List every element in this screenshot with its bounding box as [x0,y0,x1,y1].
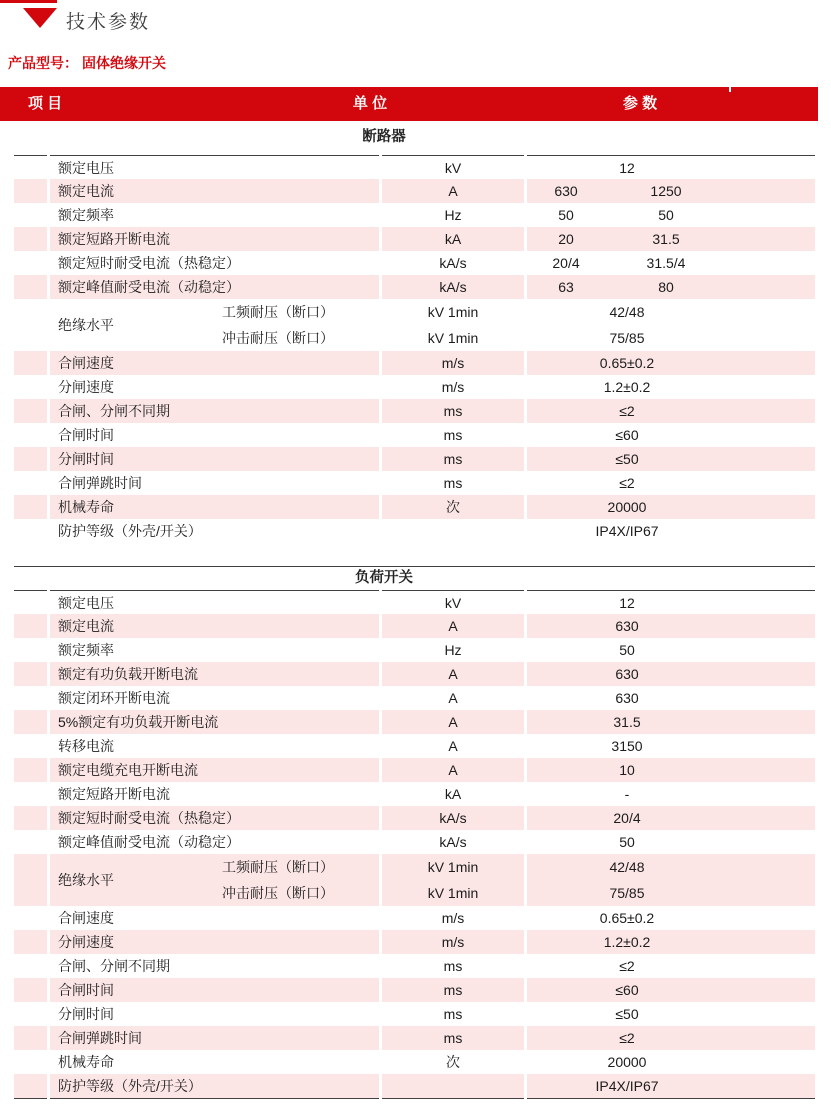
table-row [14,375,815,399]
param-value: 42/48 [609,304,645,320]
table-row [14,1002,815,1026]
item-label: 额定短路开断电流 [50,227,379,251]
param-values [527,275,815,299]
param-value: 50 [619,642,635,658]
item-label: 合闸时间 [58,427,114,443]
param-values [527,251,815,275]
param-wrap [527,930,727,954]
param-values [527,662,815,686]
unit-value: A [382,179,524,203]
table-row [14,954,815,978]
param-wrap [527,758,727,782]
param-values [527,227,815,251]
param-wrap [527,519,727,543]
table-row [14,1074,815,1098]
section-header-row [14,566,815,590]
param-wrap [527,375,727,399]
param-wrap [527,471,727,495]
item-label: 防护等级（外壳/开关） [50,1074,379,1099]
unit-value: kA/s [382,806,524,830]
row-spacer-cell [14,1074,47,1099]
row-spacer-cell [14,734,47,758]
param-wrap [527,614,727,638]
param-values [527,1050,815,1074]
unit-value: m/s [382,351,524,375]
row-spacer-cell [14,155,47,180]
param-value: 10 [619,762,635,778]
table-row [14,758,815,782]
row-spacer-cell [14,614,47,638]
row-spacer-cell [14,375,47,399]
sub-item-label: 冲击耐压（断口） [222,330,334,346]
param-wrap [527,1050,727,1074]
param-value: 75/85 [609,330,645,346]
param-value: 3150 [611,738,643,754]
param-values [527,806,815,830]
unit-value: ms [443,1006,463,1022]
unit-value [382,519,524,543]
item-label: 合闸、分闸不同期 [58,958,170,974]
item-label-group [50,854,379,906]
row-spacer-cell [14,1050,47,1074]
param-wrap [527,299,727,351]
param-values [527,590,815,615]
param-wrap [527,179,727,203]
param-values [527,351,815,375]
param-values [527,978,815,1002]
table-row [14,179,815,203]
table-row [14,495,815,519]
item-label: 合闸速度 [58,910,114,926]
table-row [14,399,815,423]
param-values [527,638,815,662]
unit-value: A [382,710,524,734]
item-label: 分闸速度 [50,930,379,954]
param-value: 50 [658,207,674,223]
param-values [527,614,815,638]
param-values [527,423,815,447]
row-spacer-cell [14,806,47,830]
sub-item-label: 冲击耐压（断口） [222,885,334,901]
param-value: 630 [554,183,578,199]
unit-value: kV [382,590,524,615]
table-row [14,710,815,734]
table-row [14,299,815,351]
item-label: 合闸时间 [50,978,379,1002]
sub-item-labels [222,299,334,351]
param-value: - [624,786,630,802]
table-row [14,351,815,375]
param-wrap [527,710,727,734]
item-label: 额定电流 [50,614,379,638]
item-label: 额定闭环开断电流 [58,690,170,706]
unit-value: m/s [441,379,465,395]
param-values [527,179,815,203]
row-spacer-cell [14,179,47,203]
param-values [527,1074,815,1099]
table-row [14,471,815,495]
table-row [14,1050,815,1074]
unit-value: ms [443,475,463,491]
table-row [14,1026,815,1050]
unit-value: kV [382,155,524,180]
row-spacer-cell [14,351,47,375]
table-row [14,227,815,251]
page-title: 技术参数 [66,12,151,33]
table-row [14,203,815,227]
param-values [527,954,815,978]
unit-value: kV 1min [427,330,479,346]
param-value: 80 [658,279,674,295]
table-row [14,251,815,275]
row-spacer-cell [14,275,47,299]
table-row [14,275,815,299]
item-label: 额定电缆充电开断电流 [50,758,379,782]
param-value: 0.65±0.2 [599,910,655,926]
header-item-column-label: 项 目 [28,95,63,112]
param-value: 20 [558,231,574,247]
row-spacer-cell [14,590,47,615]
header-unit-column-label: 单 位 [352,95,388,112]
param-wrap [527,734,727,758]
item-label: 合闸弹跳时间 [50,1026,379,1050]
product-model-label: 产品型号： [8,55,78,71]
param-wrap [527,830,727,854]
item-label: 额定电压 [50,155,379,180]
unit-value: kV 1min [427,304,479,320]
table-row [14,782,815,806]
param-wrap [527,227,727,251]
product-model-value: 固体绝缘开关 [82,55,166,71]
unit-value [382,1074,524,1099]
row-spacer-cell [14,930,47,954]
param-value: ≤50 [615,451,639,467]
item-label: 分闸速度 [58,379,114,395]
param-values [527,519,815,543]
product-model-line [8,53,166,73]
param-value: ≤50 [615,1006,639,1022]
param-wrap [527,782,727,806]
row-spacer-cell [14,686,47,710]
param-wrap [527,399,727,423]
param-value: 630 [615,666,639,682]
unit-values [382,854,524,906]
unit-value: ms [382,1026,524,1050]
table-row [14,734,815,758]
item-label: 分闸时间 [50,447,379,471]
unit-value: 次 [446,1054,460,1070]
spec-tables [14,121,815,1098]
item-label: 机械寿命 [58,1054,114,1070]
param-values [527,471,815,495]
param-value: 630 [615,690,639,706]
param-value: 12 [619,160,635,176]
param-value: 20000 [607,1054,647,1070]
row-spacer-cell [14,399,47,423]
table-row [14,638,815,662]
item-label: 额定峰值耐受电流（动稳定） [58,834,240,850]
item-label: 5%额定有功负载开断电流 [50,710,379,734]
param-value: ≤60 [615,982,639,998]
table-row [14,614,815,638]
param-wrap [527,954,727,978]
item-label: 额定短路开断电流 [58,786,170,802]
row-spacer-cell [14,906,47,930]
row-spacer-cell [14,1002,47,1026]
param-value: 50 [558,207,574,223]
row-spacer-cell [14,447,47,471]
param-values [527,930,815,954]
item-label: 合闸速度 [50,351,379,375]
unit-value: ms [443,958,463,974]
param-wrap [527,1002,727,1026]
table-row [14,906,815,930]
item-label: 额定电流 [50,179,379,203]
param-values [527,710,815,734]
unit-value: A [382,758,524,782]
row-spacer-cell [14,854,47,906]
param-value: ≤2 [619,403,635,419]
param-wrap [527,447,727,471]
item-label: 额定短时耐受电流（热稳定） [58,255,240,271]
param-values [527,447,815,471]
param-value: 75/85 [609,885,645,901]
param-wrap [527,351,727,375]
param-values [527,686,815,710]
item-label: 转移电流 [58,738,114,754]
section-title: 断路器 [362,129,406,145]
param-values [527,203,815,227]
unit-value: kV 1min [427,885,479,901]
item-label: 机械寿命 [50,495,379,519]
section-title: 负荷开关 [355,570,413,586]
row-spacer-cell [14,1026,47,1050]
row-spacer-cell [14,519,47,543]
param-value: 63 [558,279,574,295]
item-label: 额定峰值耐受电流（动稳定） [50,275,379,299]
row-spacer-cell [14,954,47,978]
param-value: 20/4 [552,255,580,271]
param-value: IP4X/IP67 [595,1078,659,1094]
header-param-column-label: 参 数 [622,95,658,112]
param-values [527,906,815,930]
unit-value: A [448,690,458,706]
param-value: 31.5 [613,714,641,730]
unit-value: A [382,662,524,686]
param-values [527,495,815,519]
param-wrap [527,978,727,1002]
row-spacer-cell [14,251,47,275]
item-label: 额定电压 [50,590,379,615]
row-spacer-cell [14,203,47,227]
item-label: 防护等级（外壳/开关） [58,523,202,539]
section-header-row [14,121,815,155]
param-values [527,782,815,806]
sub-item-label: 工频耐压（断口） [222,859,334,875]
row-spacer-cell [14,758,47,782]
unit-value: kV 1min [427,859,479,875]
param-wrap [527,638,727,662]
sub-item-labels [222,854,334,906]
param-value: IP4X/IP67 [595,523,659,539]
table-row [14,978,815,1002]
table-row [14,854,815,906]
unit-value: m/s [382,930,524,954]
item-label: 额定短时耐受电流（热稳定） [50,806,379,830]
param-wrap [527,251,727,275]
param-wrap [527,423,727,447]
param-wrap [527,203,727,227]
unit-value: kA/s [382,275,524,299]
param-value: ≤60 [615,427,639,443]
unit-value: Hz [444,642,462,658]
row-spacer-cell [14,978,47,1002]
row-spacer-cell [14,782,47,806]
param-wrap [527,906,727,930]
param-value: 1.2±0.2 [603,379,651,395]
param-values [527,830,815,854]
param-value: 12 [619,595,635,611]
table-row [14,155,815,179]
unit-value: 次 [382,495,524,519]
unit-value: kA [444,786,462,802]
table-row [14,447,815,471]
row-spacer-cell [14,710,47,734]
param-wrap [527,854,727,906]
param-value: 50 [619,834,635,850]
param-value: 1.2±0.2 [603,934,651,950]
unit-value: A [448,738,458,754]
unit-value: m/s [441,910,465,926]
item-label: 绝缘水平 [58,872,114,888]
param-wrap [527,591,727,615]
accent-line [0,0,57,3]
param-wrap [527,1026,727,1050]
unit-value: ms [443,427,463,443]
section-gap [14,543,815,566]
param-value: ≤2 [619,475,635,491]
header-bar-notch [729,87,731,92]
item-label: 额定有功负载开断电流 [50,662,379,686]
row-spacer-cell [14,227,47,251]
row-spacer-cell [14,471,47,495]
table-row [14,686,815,710]
param-value: 20/4 [613,810,641,826]
table-row [14,423,815,447]
item-label: 额定频率 [58,642,114,658]
row-spacer-cell [14,299,47,351]
unit-value: kA/s [439,255,467,271]
table-row [14,662,815,686]
unit-value: kA [382,227,524,251]
param-values [527,758,815,782]
param-value: ≤2 [619,1030,635,1046]
row-spacer-cell [14,662,47,686]
unit-value: A [382,614,524,638]
param-value: 0.65±0.2 [599,355,655,371]
unit-value: kA/s [439,834,467,850]
param-values [527,1026,815,1050]
table-row [14,930,815,954]
item-label: 绝缘水平 [58,317,114,333]
param-value: 42/48 [609,859,645,875]
param-wrap [527,156,727,180]
param-value: 1250 [650,183,682,199]
item-label-group [50,299,379,351]
param-wrap [527,275,727,299]
param-values [527,155,815,180]
param-wrap [527,686,727,710]
param-wrap [527,806,727,830]
triangle-bullet-icon [23,8,57,28]
param-value: ≤2 [619,958,635,974]
param-value: 630 [615,618,639,634]
param-values [527,854,815,906]
unit-value: Hz [444,207,462,223]
table-header-bar [0,87,818,121]
item-label: 合闸、分闸不同期 [50,399,379,423]
unit-value: ms [382,447,524,471]
param-value: 31.5 [652,231,680,247]
item-label: 合闸弹跳时间 [58,475,142,491]
table-row [14,806,815,830]
unit-value: ms [382,399,524,423]
param-wrap [527,495,727,519]
item-label: 额定频率 [58,207,114,223]
item-label: 分闸时间 [58,1006,114,1022]
table-row [14,519,815,543]
sub-item-label: 工频耐压（断口） [222,304,334,320]
row-spacer-cell [14,423,47,447]
param-values [527,1002,815,1026]
row-spacer-cell [14,495,47,519]
param-wrap [527,662,727,686]
param-wrap [527,1074,727,1098]
param-values [527,399,815,423]
param-values [527,299,815,351]
unit-value: ms [382,978,524,1002]
row-spacer-cell [14,638,47,662]
param-values [527,375,815,399]
row-spacer-cell [14,830,47,854]
param-value: 31.5/4 [646,255,686,271]
table-row [14,590,815,614]
param-value: 20000 [607,499,647,515]
table-row [14,830,815,854]
param-values [527,734,815,758]
unit-values [382,299,524,351]
